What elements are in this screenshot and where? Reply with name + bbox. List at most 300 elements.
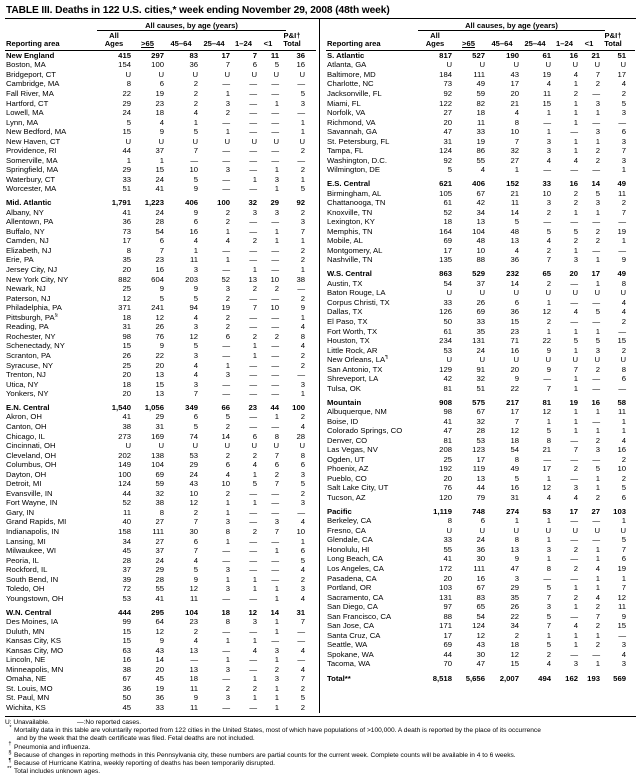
pi-total-cell: 1 [300, 536, 305, 546]
footnote-marker: ¶ [385, 355, 389, 361]
pi-total-cell: 9 [621, 255, 626, 265]
age-45-64-cell: 13 [510, 236, 519, 246]
right-header-age-25-44-label: 25–44 [524, 39, 546, 49]
age-45-64-cell: U [513, 288, 519, 298]
pi-total-cell: 92 [296, 198, 305, 208]
age-25-44-cell: 14 [221, 431, 230, 441]
age-25-44-cell: 12 [542, 307, 551, 317]
all-ages-cell: 33 [443, 297, 452, 307]
age-65-cell: 28 [476, 426, 485, 436]
pi-total-cell: — [618, 630, 626, 640]
age-under-1-cell: 2 [595, 364, 600, 374]
pi-total-cell: 16 [617, 445, 626, 455]
table-row [5, 594, 316, 604]
age-under-1-cell: — [592, 89, 600, 98]
age-45-64-cell: 2 [193, 89, 198, 98]
age-25-44-cell: 3 [225, 98, 230, 108]
all-ages-cell: 36 [122, 683, 131, 693]
reporting-area-cell: Birmingham, AL [327, 188, 382, 198]
reporting-area-cell: Salt Lake City, UT [327, 483, 389, 493]
reporting-area-cell: Washington, D.C. [327, 155, 387, 165]
age-65-cell: U [479, 525, 485, 535]
age-1-24-cell: U [251, 69, 257, 79]
age-45-64-cell: 16 [510, 483, 519, 493]
age-25-44-cell: 2 [225, 450, 230, 460]
age-under-1-cell: — [592, 416, 600, 426]
all-ages-cell: 105 [439, 188, 452, 198]
table-row [5, 175, 316, 185]
age-65-cell: 86 [476, 146, 485, 156]
reporting-area-cell: Fort Wayne, IN [6, 498, 58, 508]
age-65-cell: 43 [476, 640, 485, 650]
left-header-pi-line1: P&I† [283, 31, 301, 40]
reporting-area-cell: Honolulu, HI [327, 544, 370, 554]
age-1-24-cell: 5 [573, 336, 578, 346]
reporting-area-cell: New England [6, 50, 55, 60]
age-under-1-cell: 2 [595, 640, 600, 650]
age-45-64-cell: 4 [193, 370, 198, 380]
reporting-area-cell: St. Petersburg, FL [327, 136, 390, 146]
reporting-area-cell: Boise, ID [327, 416, 359, 426]
age-25-44-cell: 7 [546, 255, 551, 265]
all-ages-cell: 41 [122, 412, 131, 422]
pi-total-cell: 5 [300, 89, 305, 98]
reporting-area-cell: Wilmington, DE [327, 165, 380, 175]
age-25-44-cell: 3 [225, 693, 230, 703]
age-1-24-cell: 2 [252, 450, 257, 460]
age-under-1-cell: — [271, 555, 279, 565]
all-ages-cell: 76 [443, 483, 452, 493]
reporting-area-cell: Pittsburgh, PA§ [6, 312, 58, 322]
table-row [326, 554, 635, 564]
pi-total-cell: 31 [296, 607, 305, 617]
table-row [5, 537, 316, 547]
right-header-pi-line2: Total [604, 39, 622, 49]
age-25-44-cell: 2 [225, 217, 230, 227]
footnote-star-continued: and by the week that the death certificate was filed. Fetal deaths are not included. [16, 735, 255, 743]
age-under-1-cell: 2 [274, 284, 279, 294]
pi-total-cell: 58 [617, 397, 626, 407]
age-25-44-cell: 2 [225, 312, 230, 322]
age-25-44-cell: 9 [546, 345, 551, 355]
age-1-24-cell: — [249, 703, 257, 713]
pi-total-cell: 100 [292, 402, 305, 412]
age-65-cell: 12 [155, 312, 164, 322]
all-ages-cell: U [125, 69, 131, 79]
age-25-44-cell: 3 [225, 565, 230, 575]
reporting-area-cell: E.N. Central [6, 402, 50, 412]
age-65-cell: 29 [155, 412, 164, 422]
age-45-64-cell: 2 [193, 507, 198, 517]
age-25-44-cell: — [222, 593, 230, 603]
age-45-64-cell: 17 [510, 407, 519, 417]
age-under-1-cell: — [271, 117, 279, 127]
age-65-cell: 295 [151, 607, 164, 617]
pi-total-cell: 10 [617, 464, 626, 474]
age-under-1-cell: 4 [595, 592, 600, 602]
all-ages-cell: 92 [443, 155, 452, 165]
age-1-24-cell: U [572, 525, 578, 535]
reporting-area-cell: Schenectady, NY [6, 341, 65, 351]
table-row [326, 474, 635, 484]
age-45-64-cell: 24 [189, 469, 198, 479]
age-1-24-cell: — [570, 649, 578, 659]
table-row [5, 627, 316, 637]
table-row [326, 365, 635, 375]
age-under-1-cell: — [271, 155, 279, 165]
age-45-64-cell: 7 [193, 389, 198, 399]
age-65-cell: 104 [472, 226, 485, 236]
reporting-area-cell: Phoenix, AZ [327, 464, 369, 474]
age-45-64-cell: 349 [185, 402, 198, 412]
left-header-columns-row [5, 31, 316, 50]
reporting-area-cell: Cleveland, OH [6, 450, 56, 460]
all-ages-cell: 20 [122, 265, 131, 275]
pi-total-cell: 2 [621, 198, 626, 208]
pi-total-cell: U [299, 69, 305, 79]
table-group-row [326, 398, 635, 408]
age-1-24-cell: 1 [573, 383, 578, 393]
table-row [326, 79, 635, 89]
all-ages-cell: 42 [443, 374, 452, 384]
age-25-44-cell: 1 [546, 108, 551, 118]
reporting-area-cell: Hartford, CT [6, 98, 49, 108]
age-25-44-cell: 33 [542, 179, 551, 189]
age-25-44-cell: 2 [546, 649, 551, 659]
age-65-cell: 24 [155, 207, 164, 217]
all-ages-cell: 171 [439, 621, 452, 631]
age-45-64-cell: 7 [193, 517, 198, 527]
table-row [326, 108, 635, 118]
age-25-44-cell: — [222, 350, 230, 360]
pi-total-cell: 1 [300, 236, 305, 246]
age-45-64-cell: 9 [193, 574, 198, 584]
all-ages-cell: 54 [443, 278, 452, 288]
age-under-1-cell: — [271, 79, 279, 89]
all-ages-cell: 131 [439, 592, 452, 602]
age-under-1-cell: 2 [595, 621, 600, 631]
age-1-24-cell: 1 [252, 341, 257, 351]
pi-total-cell: 1 [300, 265, 305, 275]
reporting-area-cell: Colorado Springs, CO [327, 426, 403, 436]
age-65-cell: 604 [151, 274, 164, 284]
table-row [5, 546, 316, 556]
age-under-1-cell: 1 [274, 236, 279, 246]
age-under-1-cell: — [271, 565, 279, 575]
reporting-area-cell: Boston, MA [6, 60, 46, 70]
age-65-cell: 49 [476, 79, 485, 89]
age-1-24-cell: 1 [252, 265, 257, 275]
table-row [326, 217, 635, 227]
age-45-64-cell: 13 [510, 544, 519, 554]
age-25-44-cell: 11 [543, 89, 551, 98]
age-45-64-cell: 12 [510, 649, 519, 659]
table-row [326, 535, 635, 545]
age-45-64-cell: 21 [510, 188, 519, 198]
pi-total-cell: 3 [300, 498, 305, 508]
age-65-cell: 169 [151, 431, 164, 441]
all-ages-cell: 172 [439, 564, 452, 573]
age-45-64-cell: 7 [514, 136, 519, 146]
age-under-1-cell: 1 [595, 255, 600, 265]
age-25-44-cell: 19 [221, 303, 230, 313]
table-row [326, 279, 635, 289]
age-1-24-cell: 1 [252, 574, 257, 584]
age-1-24-cell: — [249, 245, 257, 255]
age-1-24-cell: — [249, 165, 257, 175]
all-ages-cell: U [446, 60, 452, 70]
age-25-44-cell: 8 [546, 435, 551, 445]
reporting-area-cell: Austin, TX [327, 278, 363, 288]
table-row [5, 556, 316, 566]
all-ages-cell: 40 [122, 517, 131, 527]
age-45-64-cell: 14 [510, 207, 519, 217]
reporting-area-cell: Canton, OH [6, 421, 47, 431]
age-65-cell: 527 [472, 50, 485, 60]
reporting-area-cell: Milwaukee, WI [6, 546, 56, 556]
pi-total-cell: 2 [300, 165, 305, 175]
age-65-cell: 79 [476, 492, 485, 502]
age-65-cell: 111 [473, 69, 485, 79]
all-ages-cell: 15 [122, 341, 131, 351]
age-25-44-cell: 5 [225, 412, 230, 422]
age-1-24-cell: 1 [573, 79, 578, 89]
age-under-1-cell: — [271, 322, 279, 332]
age-1-24-cell: 7 [252, 50, 257, 60]
age-65-cell: 11 [477, 117, 485, 127]
age-25-44-cell: 3 [225, 165, 230, 175]
pi-total-cell: — [297, 636, 305, 646]
pi-total-cell: 8 [300, 331, 305, 341]
reporting-area-cell: Trenton, NJ [6, 370, 46, 380]
age-under-1-cell: 3 [595, 127, 600, 137]
age-1-24-cell: — [249, 117, 257, 127]
table-row [5, 479, 316, 489]
reporting-area-cell: Jacksonville, FL [327, 89, 382, 98]
pi-total-cell: 7 [621, 207, 626, 217]
age-25-44-cell: 1 [225, 655, 230, 665]
age-under-1-cell: 1 [595, 108, 600, 118]
reporting-area-cell: Shreveport, LA [327, 374, 379, 384]
age-45-64-cell: 12 [189, 584, 198, 594]
age-1-24-cell: 162 [565, 673, 578, 683]
reporting-area-cell: Pueblo, CO [327, 473, 367, 483]
age-under-1-cell: 1 [595, 554, 600, 564]
age-65-cell: 32 [476, 374, 485, 384]
pi-total-cell: — [618, 383, 626, 393]
pi-total-cell: 2 [300, 146, 305, 156]
reporting-area-cell: Lansing, MI [6, 536, 46, 546]
age-65-cell: 18 [476, 108, 485, 118]
age-25-44-cell: 4 [546, 492, 551, 502]
all-ages-cell: 1,540 [111, 402, 131, 412]
table-group-row [5, 608, 316, 618]
table-row [326, 545, 635, 555]
age-25-44-cell: 2 [225, 293, 230, 303]
age-1-24-cell: — [249, 593, 257, 603]
age-65-cell: 43 [155, 645, 164, 655]
all-ages-cell: 15 [122, 636, 131, 646]
pi-total-cell: 2 [621, 473, 626, 483]
age-45-64-cell: 74 [189, 431, 198, 441]
age-25-44-cell: 2 [225, 488, 230, 498]
age-65-cell: 111 [152, 526, 164, 536]
age-1-24-cell: 3 [573, 255, 578, 265]
all-ages-cell: 20 [122, 370, 131, 380]
age-45-64-cell: 10 [189, 488, 198, 498]
age-45-64-cell: 6 [514, 297, 519, 307]
all-ages-cell: 18 [122, 379, 131, 389]
pi-total-cell: 569 [613, 673, 626, 683]
reporting-area-cell: Elizabeth, NJ [6, 245, 52, 255]
age-45-64-cell: 34 [510, 621, 519, 631]
table-row [326, 208, 635, 218]
age-1-24-cell: 1 [573, 207, 578, 217]
reporting-area-cell: Lexington, KY [327, 217, 375, 227]
age-under-1-cell: 1 [274, 98, 279, 108]
age-1-24-cell: — [249, 184, 257, 194]
reporting-area-cell: Savannah, GA [327, 127, 378, 137]
pi-total-cell: 3 [300, 217, 305, 227]
table-row [5, 265, 316, 275]
age-65-cell: 34 [476, 207, 485, 217]
age-25-44-cell: 1 [225, 536, 230, 546]
age-45-64-cell: 9 [193, 207, 198, 217]
age-1-24-cell: — [249, 108, 257, 118]
reporting-area-cell: Spokane, WA [327, 649, 374, 659]
pi-total-cell: 1 [300, 117, 305, 127]
age-65-cell: 37 [155, 146, 164, 156]
age-65-cell: 54 [476, 611, 485, 621]
pi-total-cell: 2 [300, 412, 305, 422]
reporting-area-cell: Baltimore, MD [327, 69, 376, 79]
age-under-1-cell: 5 [595, 336, 600, 346]
age-under-1-cell: 1 [274, 617, 279, 627]
all-ages-cell: 415 [118, 50, 131, 60]
all-ages-cell: 17 [122, 236, 131, 246]
age-under-1-cell: 3 [595, 345, 600, 355]
age-45-64-cell: 13 [189, 664, 198, 674]
reporting-area-cell: Albany, NY [6, 207, 44, 217]
age-under-1-cell: 1 [595, 583, 600, 593]
all-ages-cell: 371 [118, 303, 131, 313]
all-ages-cell: 99 [122, 617, 131, 627]
all-ages-cell: 41 [443, 416, 452, 426]
age-25-44-cell: 12 [542, 483, 551, 493]
age-65-cell: 59 [155, 479, 164, 489]
table-row [326, 374, 635, 384]
age-25-44-cell: 9 [546, 364, 551, 374]
age-1-24-cell: 2 [252, 284, 257, 294]
age-1-24-cell: 2 [573, 89, 578, 98]
pi-total-cell: 3 [300, 98, 305, 108]
age-under-1-cell: — [592, 374, 600, 384]
table-row [326, 60, 635, 70]
age-25-44-cell: 18 [221, 607, 230, 617]
age-45-64-cell: U [192, 441, 198, 451]
all-ages-cell: 149 [118, 460, 131, 470]
age-25-44-cell: 2 [225, 322, 230, 332]
age-65-cell: 33 [476, 316, 485, 326]
footnote-doublestar: ** Total includes unknown ages. [7, 766, 101, 776]
table-row [5, 693, 316, 703]
pi-total-cell: 8 [621, 278, 626, 288]
pi-total-cell: 4 [621, 435, 626, 445]
all-ages-cell: 47 [443, 127, 452, 137]
all-ages-cell: 92 [443, 89, 452, 98]
all-ages-cell: 61 [443, 198, 452, 208]
age-under-1-cell: 17 [591, 269, 600, 279]
left-header-span-row [5, 19, 316, 31]
age-25-44-cell: 2 [546, 207, 551, 217]
reporting-area-cell: S. Atlantic [327, 50, 365, 60]
age-25-44-cell: 3 [225, 517, 230, 527]
table-row [326, 574, 635, 584]
reporting-area-cell: Omaha, NE [6, 674, 47, 684]
age-65-cell: 13 [476, 217, 485, 227]
age-1-24-cell: 2 [573, 198, 578, 208]
age-under-1-cell: 2 [595, 155, 600, 165]
pi-total-cell: 3 [300, 379, 305, 389]
age-1-24-cell: 23 [248, 402, 257, 412]
reporting-area-cell: Cincinnati, OH [6, 441, 56, 451]
age-25-44-cell: 21 [542, 445, 551, 455]
all-ages-cell: 70 [443, 659, 452, 669]
table-row [5, 108, 316, 118]
age-1-24-cell: 16 [569, 50, 578, 60]
age-65-cell: 9 [159, 636, 164, 646]
age-under-1-cell: 14 [270, 607, 279, 617]
age-45-64-cell: 48 [510, 226, 519, 236]
age-1-24-cell: 6 [252, 431, 257, 441]
all-ages-cell: 120 [439, 492, 452, 502]
all-ages-cell: 50 [443, 316, 452, 326]
pi-total-cell: U [620, 525, 626, 535]
age-1-24-cell: 3 [573, 659, 578, 669]
table-row [5, 303, 316, 313]
age-under-1-cell: 7 [274, 479, 279, 489]
reporting-area-cell: Tacoma, WA [327, 659, 371, 669]
age-1-24-cell: — [570, 127, 578, 137]
all-ages-cell: 11 [123, 507, 131, 517]
table-row [5, 527, 316, 537]
age-1-24-cell: — [570, 217, 578, 227]
age-under-1-cell: 1 [274, 655, 279, 665]
age-65-cell: 13 [155, 389, 164, 399]
age-45-64-cell: 12 [189, 331, 198, 341]
reporting-area-cell: W.N. Central [6, 607, 52, 617]
age-45-64-cell: 3 [193, 322, 198, 332]
age-25-44-cell: 3 [546, 544, 551, 554]
age-under-1-cell: — [271, 421, 279, 431]
age-45-64-cell: 4 [514, 108, 519, 118]
table-row [5, 332, 316, 342]
age-45-64-cell: 7 [193, 146, 198, 156]
age-65-cell: 6 [159, 236, 164, 246]
left-header-all-causes-label: All causes, by age (years) [97, 21, 286, 32]
age-65-cell: 8 [159, 507, 164, 517]
age-25-44-cell: — [222, 703, 230, 713]
footnote-legend-unavailable: U: Unavailable. [5, 719, 50, 727]
all-ages-cell: 37 [122, 565, 131, 575]
pi-total-cell: 7 [621, 146, 626, 156]
age-under-1-cell: 2 [595, 492, 600, 502]
age-under-1-cell: 1 [595, 544, 600, 554]
pi-total-cell: — [297, 655, 305, 665]
age-under-1-cell: U [273, 441, 279, 451]
age-25-44-cell: 3 [546, 146, 551, 156]
age-under-1-cell: 2 [595, 146, 600, 156]
